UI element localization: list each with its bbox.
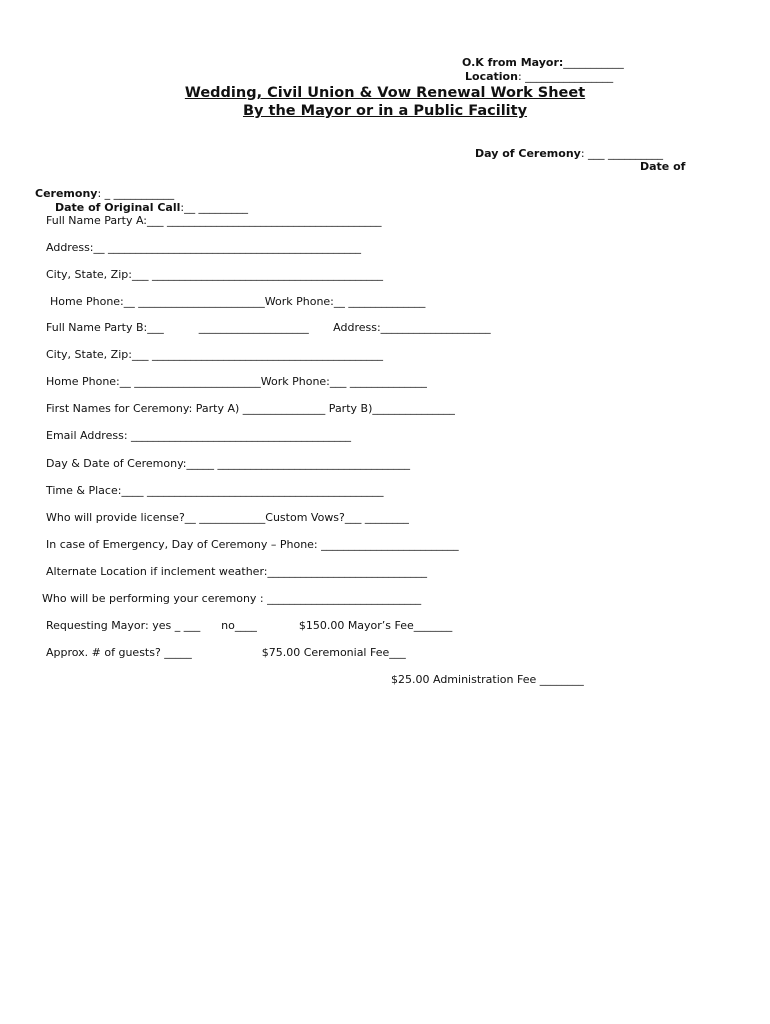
address-field[interactable]: Address:__ ______________________________________________ — [46, 241, 362, 254]
first-names-field[interactable]: First Names for Ceremony: Party A) _______________ Party B)_______________ — [46, 402, 455, 415]
email-field[interactable]: Email Address: ________________________________________ — [46, 429, 352, 442]
ceremony-label: Ceremony — [35, 187, 98, 200]
admin-fee-field[interactable]: $25.00 Administration Fee ________ — [391, 673, 584, 686]
date-of-label: Date of — [640, 160, 686, 173]
requesting-mayor-field[interactable]: Requesting Mayor: yes _ ___ no____ $150.00 Mayor’s Fee_______ — [46, 619, 453, 632]
location-label: Location — [465, 70, 518, 83]
ok-from-mayor-blank[interactable]: ___________ — [563, 56, 624, 69]
guests-field[interactable]: Approx. # of guests? _____ $75.00 Ceremonial Fee___ — [46, 646, 406, 659]
form-title: Wedding, Civil Union & Vow Renewal Work Sheet — [184, 85, 586, 101]
time-place-field[interactable]: Time & Place:____ ___________________________________________ — [46, 484, 384, 497]
original-call-field — [48, 187, 248, 215]
city-state-zip-b-field[interactable]: City, State, Zip:___ __________________________________________ — [46, 348, 383, 361]
party-b-name-field[interactable]: Full Name Party B:___ ____________________ Address:____________________ — [46, 321, 491, 334]
original-call-blank[interactable]: :__ _________ — [180, 201, 249, 214]
license-vows-field[interactable]: Who will provide license?__ ____________Custom Vows?___ ________ — [46, 511, 409, 524]
emergency-phone-field[interactable]: In case of Emergency, Day of Ceremony – Phone: _________________________ — [46, 538, 459, 551]
day-of-ceremony-label: Day of Ceremony — [475, 147, 581, 160]
day-of-ceremony-blank[interactable]: : ___ __________ — [580, 147, 664, 160]
location-field — [458, 56, 613, 84]
party-a-name-field[interactable]: Full Name Party A:___ _______________________________________ — [46, 214, 382, 227]
city-state-zip-a-field[interactable]: City, State, Zip:___ __________________________________________ — [46, 268, 383, 281]
performing-field[interactable]: Who will be performing your ceremony : ____________________________ — [42, 592, 422, 605]
phones-b-field[interactable]: Home Phone:__ _______________________Work Phone:___ ______________ — [46, 375, 427, 388]
phones-a-field[interactable]: Home Phone:__ _______________________Work Phone:__ ______________ — [50, 295, 426, 308]
ceremony-date-blank[interactable]: : _ ___________ — [97, 187, 175, 200]
day-of-ceremony-field — [468, 133, 663, 161]
original-call-label: Date of Original Call — [55, 201, 181, 214]
ok-from-mayor-label: O.K from Mayor: — [462, 56, 564, 69]
location-blank[interactable]: : ________________ — [517, 70, 614, 83]
form-subtitle: By the Mayor or in a Public Facility — [242, 103, 528, 119]
alternate-location-field[interactable]: Alternate Location if inclement weather:_____________________________ — [46, 565, 427, 578]
day-date-field[interactable]: Day & Date of Ceremony:_____ ___________________________________ — [46, 457, 411, 470]
